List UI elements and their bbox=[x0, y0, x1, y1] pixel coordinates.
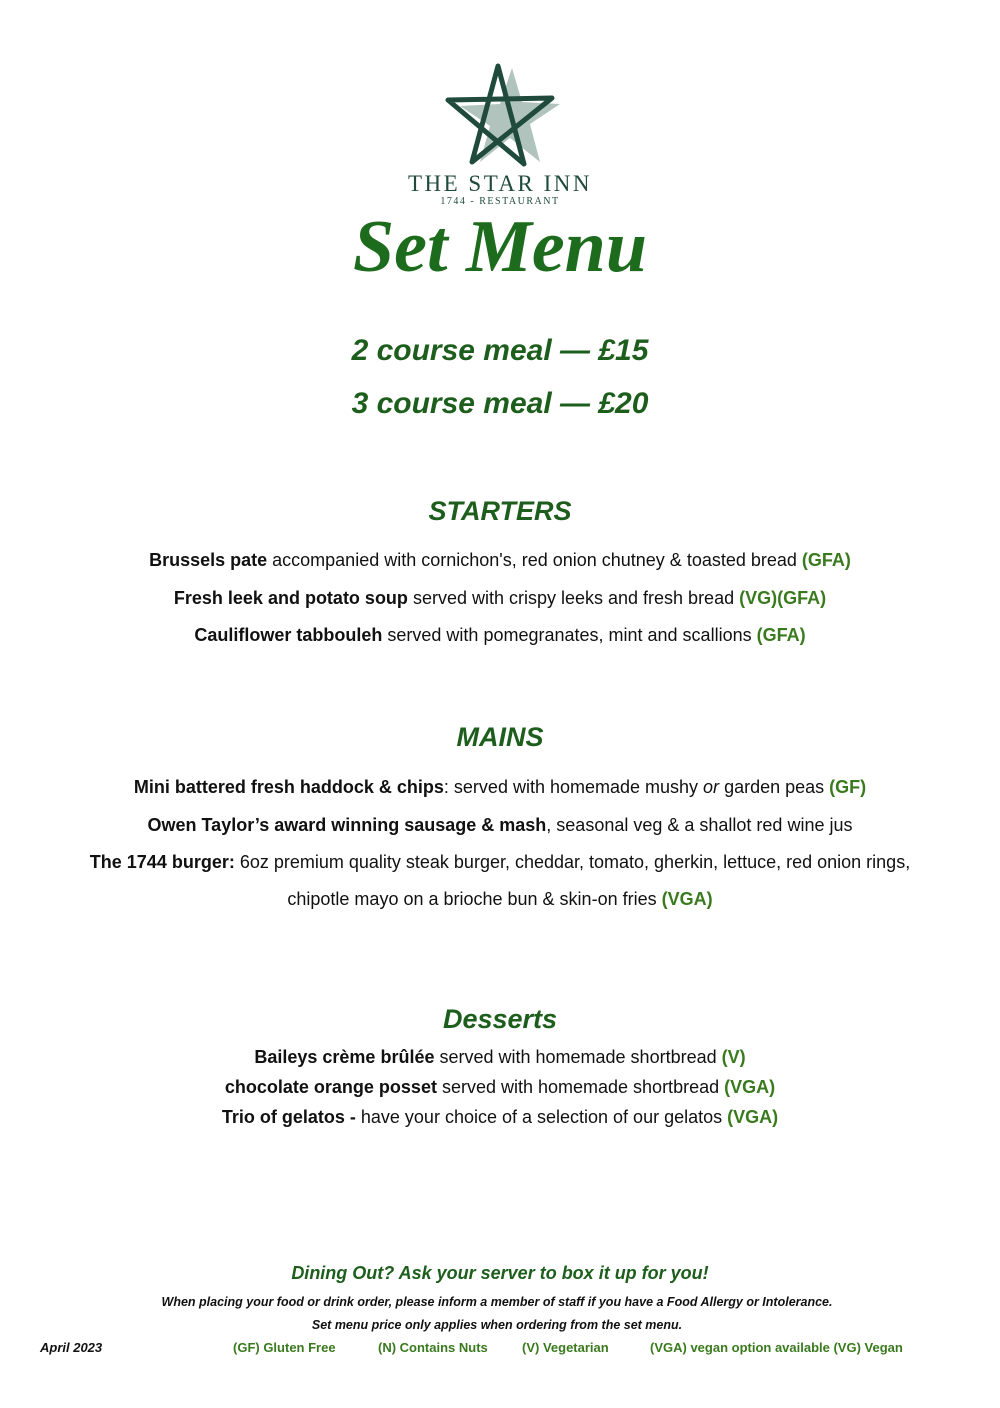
legend-vegan: (VGA) vegan option available (VG) Vegan bbox=[650, 1340, 903, 1355]
item-name: Mini battered fresh haddock & chips bbox=[133, 777, 444, 797]
brand-subtitle: 1744 - RESTAURANT bbox=[440, 196, 560, 207]
item-name: Brussels pate bbox=[149, 550, 268, 570]
item-description: served with crispy leeks and fresh bread bbox=[407, 588, 740, 608]
legend-gluten-free: (GF) Gluten Free bbox=[233, 1340, 336, 1355]
menu-date: April 2023 bbox=[40, 1340, 103, 1355]
dietary-tag: (V) bbox=[721, 1047, 746, 1067]
item-name: Baileys crème brûlée bbox=[254, 1047, 435, 1067]
item-description: garden peas bbox=[719, 777, 830, 797]
legend-vegetarian: (V) Vegetarian bbox=[522, 1340, 609, 1355]
dessert-item bbox=[0, 1105, 1000, 1129]
item-name: chocolate orange posset bbox=[224, 1077, 437, 1097]
main-item bbox=[0, 850, 1000, 874]
starter-item bbox=[0, 548, 1000, 572]
dietary-tag: (VG)(GFA) bbox=[739, 588, 827, 608]
set-menu-note: Set menu price only applies when ordering from the set menu. bbox=[311, 1318, 683, 1332]
section-title-desserts: Desserts bbox=[442, 1004, 558, 1034]
item-name: Fresh leek and potato soup bbox=[173, 588, 408, 608]
dining-out-note: Dining Out? Ask your server to box it up for you! bbox=[291, 1263, 709, 1283]
item-name: Cauliflower tabbouleh bbox=[194, 625, 383, 645]
dietary-tag: (VGA) bbox=[661, 889, 713, 909]
dessert-item bbox=[0, 1045, 1000, 1069]
legend-contains-nuts: (N) Contains Nuts bbox=[378, 1340, 488, 1355]
dietary-tag: (GFA) bbox=[801, 550, 851, 570]
starter-item bbox=[0, 586, 1000, 610]
dietary-tag: (VGA) bbox=[727, 1107, 779, 1127]
main-item-continued bbox=[0, 887, 1000, 911]
dietary-tag: (GFA) bbox=[756, 625, 806, 645]
main-item bbox=[0, 813, 1000, 837]
item-description: 6oz premium quality steak burger, cheddar, tomato, gherkin, lettuce, red onion rings, bbox=[234, 852, 911, 872]
brand-logo bbox=[0, 62, 1000, 208]
item-description-emphasis: or bbox=[703, 777, 720, 797]
dietary-tag: (GF) bbox=[829, 777, 867, 797]
star-logo-icon bbox=[420, 62, 580, 170]
dietary-tag: (VGA) bbox=[724, 1077, 776, 1097]
item-name: The 1744 burger: bbox=[89, 852, 235, 872]
item-name: Owen Taylor’s award winning sausage & mash bbox=[147, 815, 547, 835]
main-item bbox=[0, 775, 1000, 799]
price-three-course: 3 course meal — £20 bbox=[351, 387, 649, 420]
allergy-note: When placing your food or drink order, please inform a member of staff if you have a Food Allergy or Intolerance. bbox=[161, 1295, 833, 1309]
item-name: Trio of gelatos - bbox=[221, 1107, 356, 1127]
item-description: served with homemade shortbread bbox=[434, 1047, 722, 1067]
item-description: chipotle mayo on a brioche bun & skin-on fries bbox=[287, 889, 662, 909]
item-description: , seasonal veg & a shallot red wine jus bbox=[546, 815, 853, 835]
item-description: have your choice of a selection of our gelatos bbox=[355, 1107, 728, 1127]
brand-name: THE STAR INN bbox=[407, 171, 593, 196]
section-title-mains: MAINS bbox=[456, 722, 544, 752]
starter-item bbox=[0, 623, 1000, 647]
section-title-starters: STARTERS bbox=[428, 496, 572, 526]
page-title: Set Menu bbox=[352, 206, 647, 288]
price-two-course: 2 course meal — £15 bbox=[351, 334, 649, 367]
dessert-item bbox=[0, 1075, 1000, 1099]
item-description: accompanied with cornichon's, red onion chutney & toasted bread bbox=[267, 550, 802, 570]
item-description: served with homemade shortbread bbox=[436, 1077, 725, 1097]
item-description: : served with homemade mushy bbox=[443, 777, 704, 797]
item-description: served with pomegranates, mint and scallions bbox=[382, 625, 757, 645]
